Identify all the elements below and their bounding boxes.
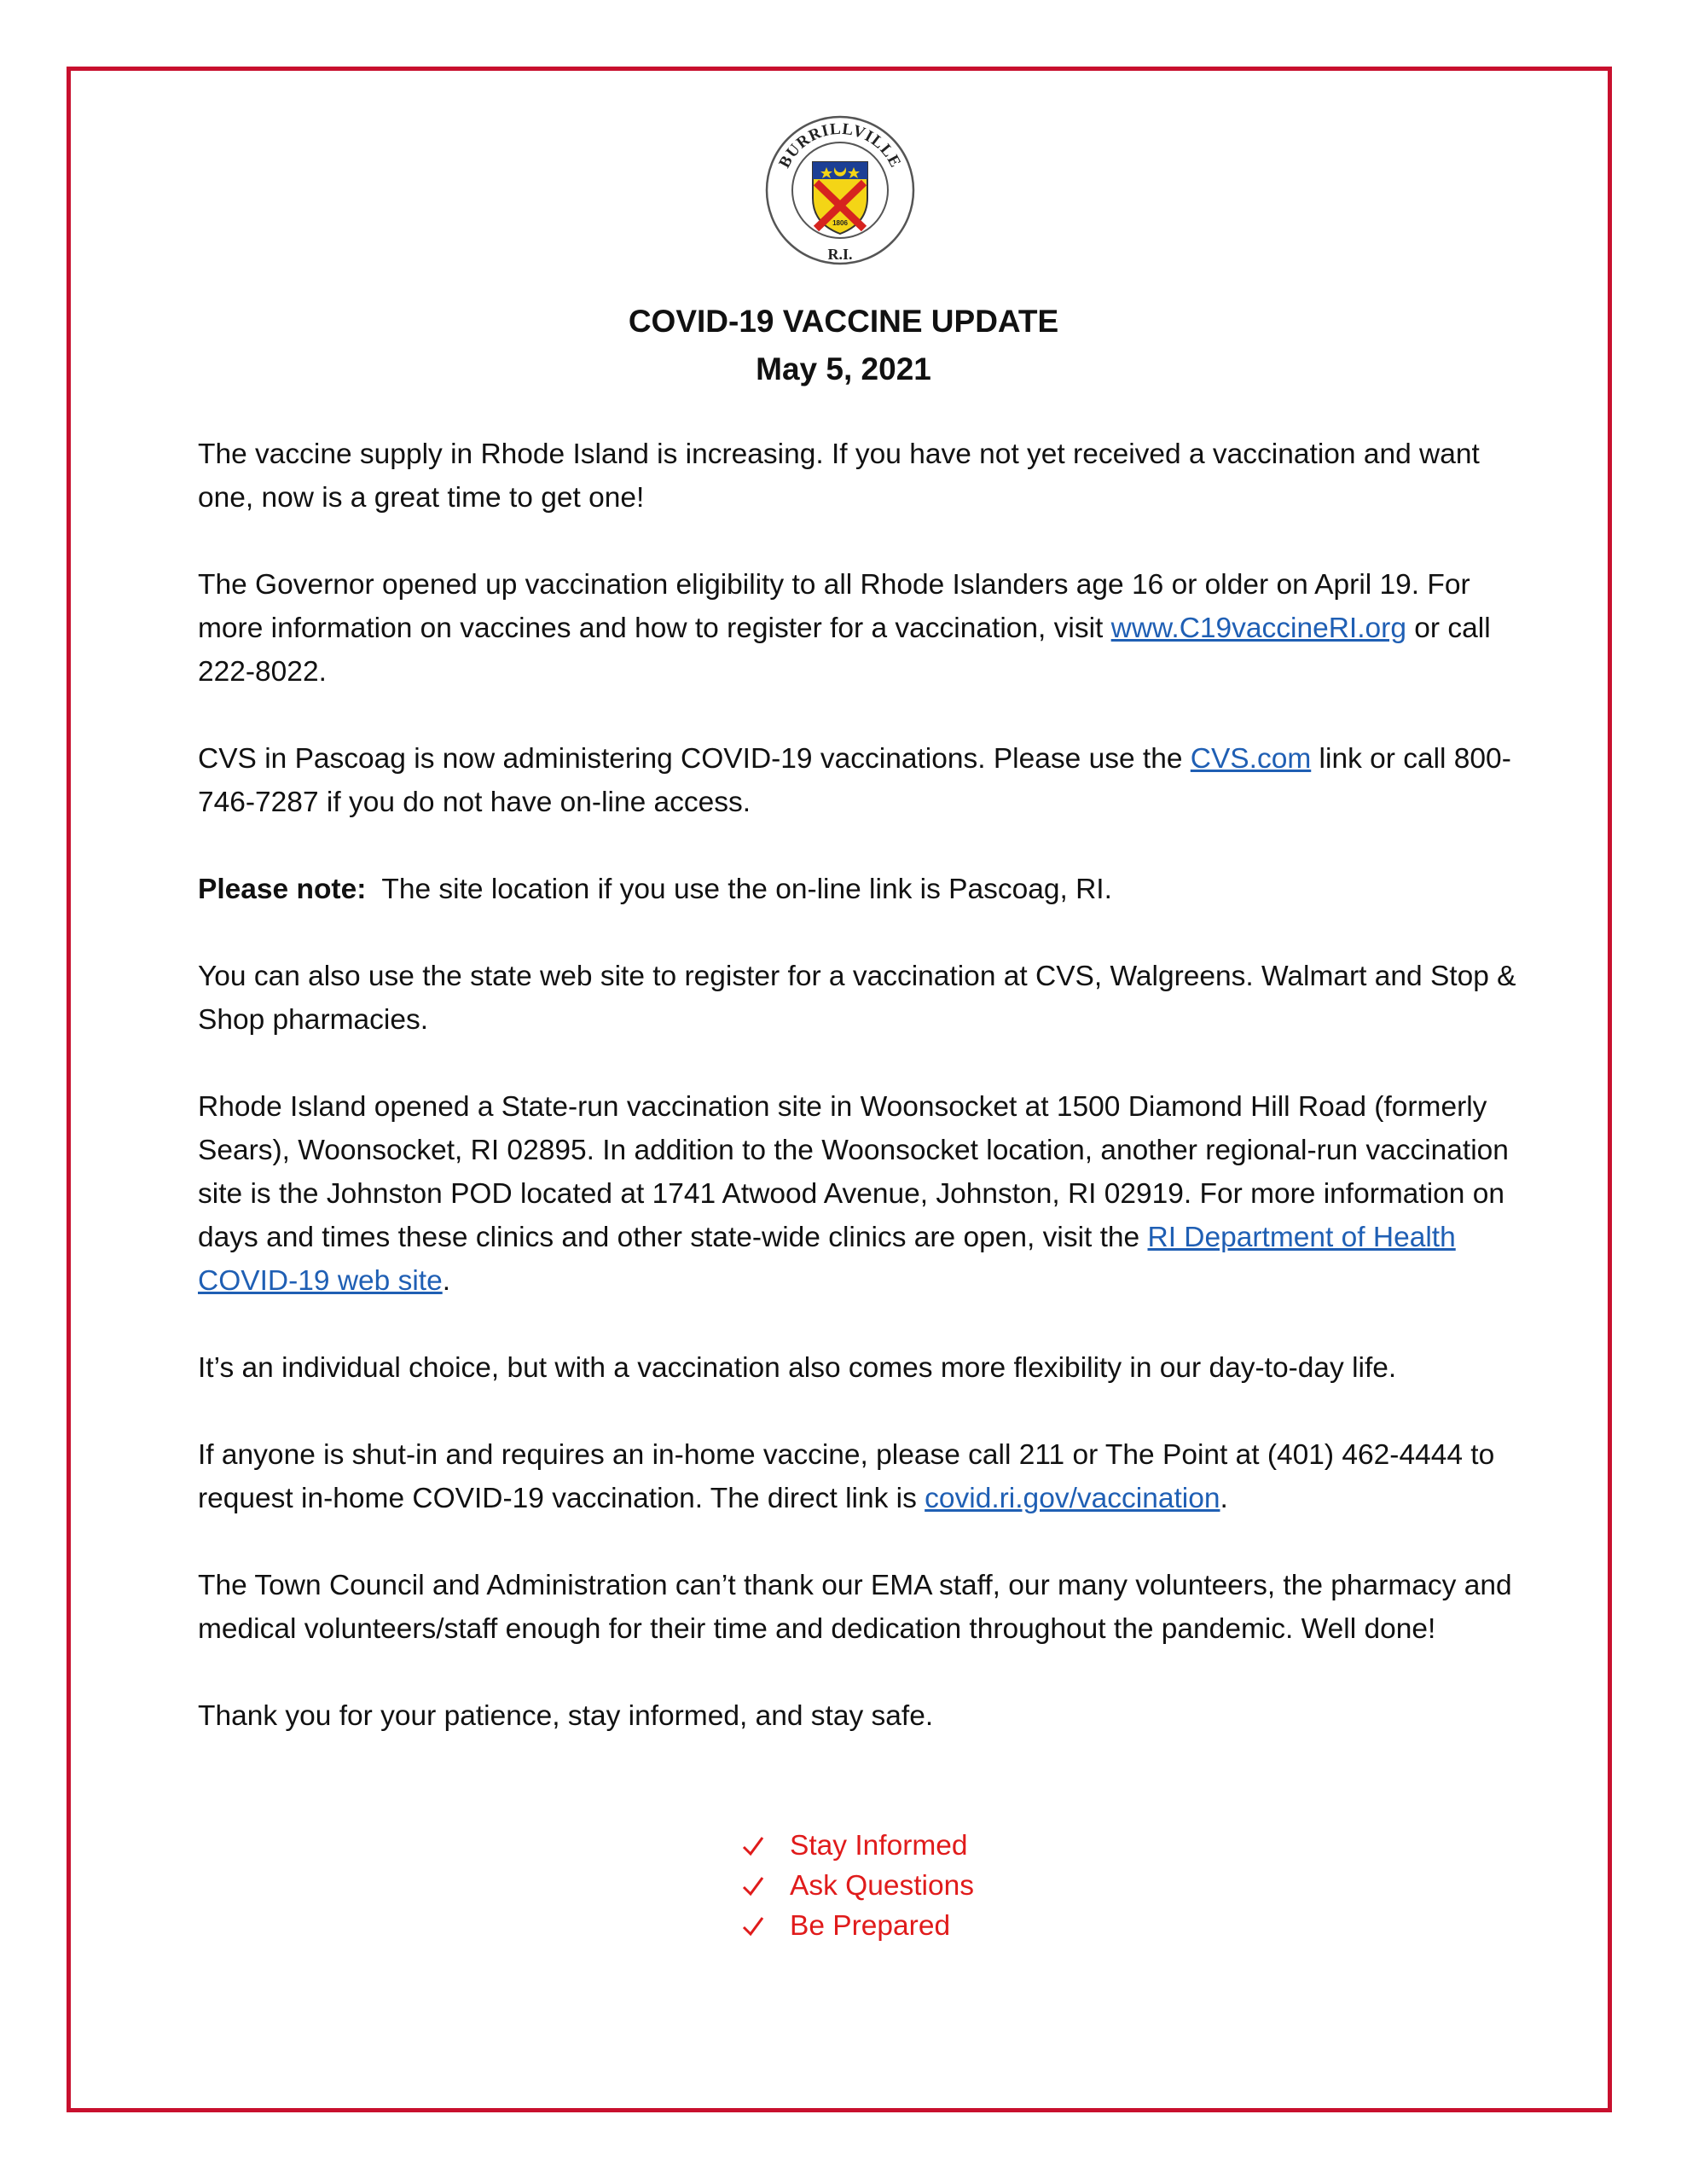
paragraph-eligibility-text: The Governor opened up vaccination eligibility to all Rhode Islanders age 16 or older on April 19. For more information on vaccines and how to register for a vaccination, visit bbox=[198, 569, 1470, 644]
paragraph-thanks-staff: The Town Council and Administration can’t thank our EMA staff, our many volunteers, the pharmacy and medical volunteers/staff enough for their time and dedication throughout the pandemic. Well done! bbox=[198, 1570, 1512, 1645]
paragraph-in-home-vaccine bbox=[198, 1433, 1528, 1520]
please-note-label: Please note: bbox=[198, 874, 367, 905]
page-date: May 5, 2021 bbox=[756, 351, 931, 386]
checklist-item bbox=[742, 1826, 974, 1866]
paragraph-individual-choice: It’s an individual choice, but with a vaccination also comes more flexibility in our day-to-day life. bbox=[198, 1352, 1397, 1384]
checklist-item bbox=[742, 1866, 974, 1906]
paragraph-state-run-sites bbox=[198, 1085, 1528, 1303]
reminder-checklist bbox=[742, 1826, 974, 1946]
checkmark-icon bbox=[742, 1835, 764, 1857]
paragraph-eligibility-after: or call 222-8022. bbox=[198, 613, 1491, 688]
checklist-item bbox=[742, 1906, 974, 1946]
paragraph-in-home-text: If anyone is shut-in and requires an in-home vaccine, please call 211 or The Point at (401) 462-4444 to request in-home COVID-19 vaccination. The direct link is bbox=[198, 1439, 1495, 1514]
paragraph-eligibility bbox=[198, 563, 1528, 694]
document-body bbox=[198, 433, 1528, 1781]
please-note-text: The site location if you use the on-line link is Pascoag, RI. bbox=[366, 874, 1112, 905]
checklist-item-label: Stay Informed bbox=[790, 1830, 968, 1862]
paragraph-please-note bbox=[198, 868, 1528, 911]
cvs-link[interactable]: CVS.com bbox=[1190, 743, 1312, 775]
paragraph-cvs-text: CVS in Pascoag is now administering COVID-19 vaccinations. Please use the bbox=[198, 743, 1191, 775]
seal-year: 1806 bbox=[832, 219, 848, 227]
seal-top-text: BURRILLVILLE bbox=[775, 119, 905, 171]
seal-bottom-text: R.I. bbox=[827, 246, 853, 263]
paragraph-vaccine-supply: The vaccine supply in Rhode Island is increasing. If you have not yet received a vaccination and want one, now is a great time to get one! bbox=[198, 439, 1480, 514]
checklist-item-label: Be Prepared bbox=[790, 1910, 951, 1942]
covid-ri-gov-link[interactable]: covid.ri.gov/vaccination bbox=[925, 1483, 1220, 1514]
c19vaccineri-link[interactable]: www.C19vaccineRI.org bbox=[1110, 613, 1406, 644]
paragraph-sites-text: Rhode Island opened a State-run vaccination site in Woonsocket at 1500 Diamond Hill Road (formerly Sears), Woonsocket, RI 02895. In addition to the Woonsocket location, another regional-run vaccination site is the Johnston POD located at 1741 Atwood Avenue, Johnston, RI 02919. For more information on days and times these clinics and other state-wide clinics are open, visit the bbox=[198, 1091, 1509, 1253]
paragraph-cvs-after: link or call 800-746-7287 if you do not have on-line access. bbox=[198, 743, 1511, 818]
paragraph-in-home-after: . bbox=[1220, 1483, 1228, 1514]
ri-health-covid-link[interactable]: RI Department of Health COVID-19 web site bbox=[198, 1222, 1456, 1297]
paragraph-stay-safe: Thank you for your patience, stay informed, and stay safe. bbox=[198, 1700, 934, 1732]
checkmark-icon bbox=[742, 1915, 764, 1937]
checklist-item-label: Ask Questions bbox=[790, 1870, 974, 1902]
burrillville-seal-logo bbox=[763, 109, 917, 271]
paragraph-state-website: You can also use the state web site to register for a vaccination at CVS, Walgreens. Walmart and Stop & Shop pharmacies. bbox=[198, 961, 1516, 1036]
page-title: COVID-19 VACCINE UPDATE bbox=[628, 304, 1059, 339]
paragraph-sites-after: . bbox=[442, 1265, 451, 1297]
checkmark-icon bbox=[742, 1875, 764, 1897]
paragraph-cvs-pascoag bbox=[198, 737, 1528, 824]
